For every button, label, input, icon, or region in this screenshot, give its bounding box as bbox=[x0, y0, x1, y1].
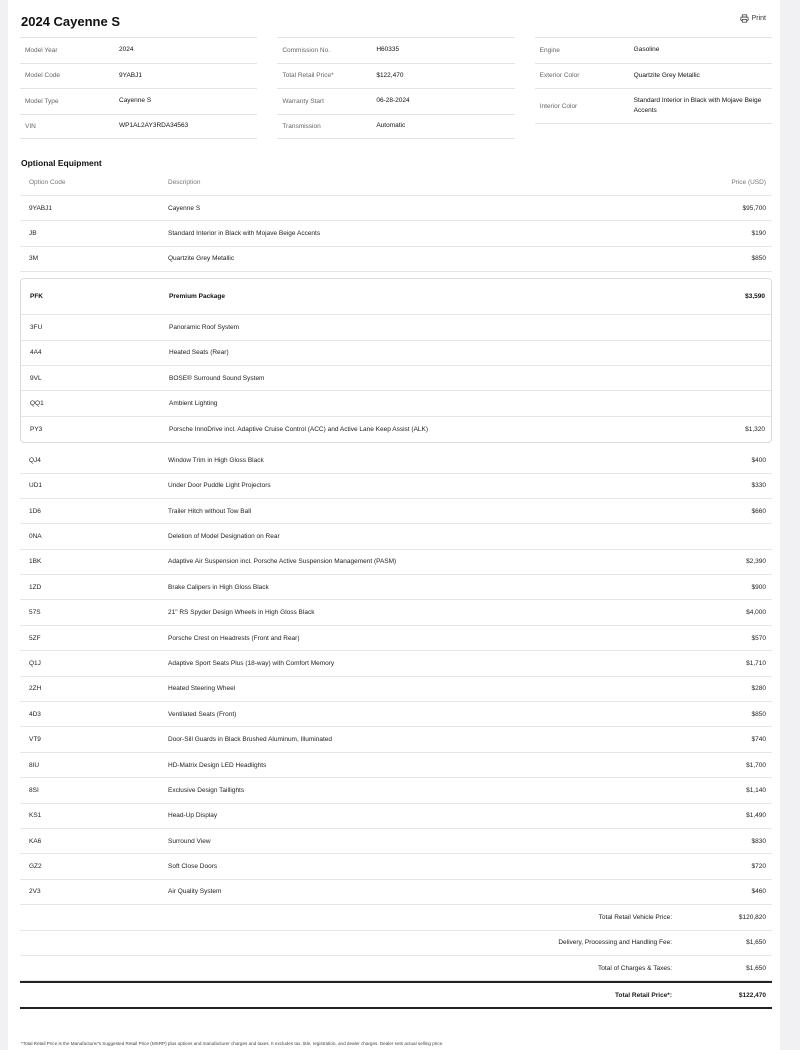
info-label: Interior Color bbox=[539, 102, 578, 110]
option-price: $1,320 bbox=[745, 425, 765, 433]
info-row bbox=[277, 63, 514, 89]
table-row bbox=[20, 196, 772, 221]
info-label: Model Type bbox=[25, 97, 59, 105]
grand-total-value: $122,470 bbox=[738, 991, 766, 999]
option-description: Surround View bbox=[168, 837, 211, 845]
info-column-3 bbox=[535, 37, 772, 139]
info-value: WP1AL2AY3RDA34563 bbox=[119, 122, 189, 130]
option-description: Exclusive Design Taillights bbox=[168, 786, 245, 794]
option-price: $400 bbox=[751, 456, 766, 464]
info-label: Warranty Start bbox=[282, 97, 324, 105]
option-price: $570 bbox=[751, 634, 766, 642]
option-price: $660 bbox=[751, 507, 766, 515]
option-code: PY3 bbox=[30, 425, 43, 433]
option-code: 57S bbox=[29, 609, 41, 617]
option-code: KS1 bbox=[29, 812, 42, 820]
option-code: 2ZH bbox=[29, 685, 42, 693]
option-description: Soft Close Doors bbox=[168, 863, 218, 871]
option-description: Trailer Hitch without Tow Ball bbox=[168, 507, 252, 515]
table-row bbox=[20, 550, 772, 575]
option-description: Deletion of Model Designation on Rear bbox=[168, 532, 280, 540]
info-value: 2024 bbox=[119, 46, 134, 54]
option-price: $1,700 bbox=[746, 761, 766, 769]
option-description: Porsche InnoDrive incl. Adaptive Cruise Control (ACC) and Active Lane Keep Assist (ALK) bbox=[169, 425, 429, 433]
table-row bbox=[20, 600, 772, 625]
total-label: Delivery, Processing and Handling Fee: bbox=[558, 939, 672, 947]
table-row bbox=[21, 391, 771, 416]
option-code: 8SI bbox=[29, 786, 39, 794]
option-price: $95,700 bbox=[742, 204, 766, 212]
option-description: 21" RS Spyder Design Wheels in High Gloss Black bbox=[168, 609, 315, 617]
option-price: $190 bbox=[751, 230, 766, 238]
option-code: 0NA bbox=[29, 532, 42, 540]
option-description: Heated Steering Wheel bbox=[168, 685, 236, 693]
option-price: $280 bbox=[751, 685, 766, 693]
info-value: H60335 bbox=[376, 46, 400, 54]
table-row bbox=[20, 575, 772, 600]
info-row bbox=[20, 63, 257, 89]
options-group-additional bbox=[20, 448, 772, 905]
option-code: KA6 bbox=[29, 837, 42, 845]
option-description: Ambient Lighting bbox=[169, 400, 218, 408]
info-value: Gasoline bbox=[633, 46, 660, 54]
option-price: $4,000 bbox=[746, 609, 766, 617]
option-price: $740 bbox=[751, 736, 766, 744]
info-label: Transmission bbox=[282, 122, 321, 130]
option-description: Adaptive Sport Seats Plus (18-way) with Comfort Memory bbox=[168, 659, 335, 667]
table-row bbox=[20, 727, 772, 752]
total-row bbox=[20, 956, 772, 981]
print-label: Print bbox=[751, 15, 766, 22]
info-row bbox=[277, 37, 514, 63]
option-description: Porsche Crest on Headrests (Front and Rear) bbox=[168, 634, 300, 642]
optional-equipment-title: Optional Equipment bbox=[21, 158, 102, 168]
option-code: 8IU bbox=[29, 761, 40, 769]
option-description: Brake Calipers in High Gloss Black bbox=[168, 583, 269, 591]
table-row bbox=[20, 880, 772, 905]
info-value: Quartzite Grey Metallic bbox=[633, 71, 700, 79]
option-code: 9VL bbox=[30, 374, 42, 382]
total-value: $120,820 bbox=[738, 913, 766, 921]
print-button[interactable] bbox=[740, 14, 766, 23]
option-price: $2,390 bbox=[746, 558, 766, 566]
option-price: $830 bbox=[751, 837, 766, 845]
option-code: PFK bbox=[30, 293, 43, 301]
table-row bbox=[20, 221, 772, 246]
option-code: Q1J bbox=[29, 659, 41, 667]
info-label: Exterior Color bbox=[539, 72, 580, 80]
info-row bbox=[277, 88, 514, 114]
option-description: HD-Matrix Design LED Headlights bbox=[168, 761, 267, 769]
option-description: Premium Package bbox=[169, 293, 226, 301]
total-row bbox=[20, 905, 772, 930]
table-row bbox=[20, 804, 772, 829]
info-value: 9YABJ1 bbox=[119, 71, 143, 79]
option-price: $3,590 bbox=[745, 293, 765, 301]
option-price: $850 bbox=[751, 255, 766, 263]
option-description: Heated Seats (Rear) bbox=[169, 349, 229, 357]
vehicle-info-grid bbox=[20, 37, 772, 139]
option-description: Air Quality System bbox=[168, 888, 222, 896]
table-row bbox=[20, 247, 772, 272]
options-group-base bbox=[20, 196, 772, 272]
option-code: 1ZD bbox=[29, 583, 42, 591]
options-table bbox=[20, 170, 772, 1009]
info-label: Model Code bbox=[25, 72, 61, 80]
total-value: $1,650 bbox=[746, 964, 766, 972]
option-description: BOSE® Surround Sound System bbox=[169, 374, 265, 382]
info-row bbox=[20, 88, 257, 114]
option-price: $1,710 bbox=[746, 659, 766, 667]
footnote: *Total Retail Price is the Manufacturer's Suggested Retail Price (MSRP) plus options and manufacturer charges and taxes. It excludes tax, title, registration, and dealer charges. Dealer sets actual selling price. bbox=[21, 1041, 444, 1046]
table-row bbox=[20, 702, 772, 727]
table-row bbox=[21, 417, 771, 442]
option-price: $1,490 bbox=[746, 812, 766, 820]
info-value: Cayenne S bbox=[119, 97, 152, 105]
header-option-code: Option Code bbox=[29, 179, 66, 186]
table-row bbox=[20, 753, 772, 778]
option-code: 3M bbox=[29, 255, 39, 263]
info-value: Standard Interior in Black with Mojave Beige Accents bbox=[633, 97, 762, 114]
option-code: 4A4 bbox=[30, 349, 42, 357]
totals-section bbox=[20, 905, 772, 981]
option-description: Adaptive Air Suspension incl. Porsche Active Suspension Management (PASM) bbox=[168, 558, 397, 566]
info-value: 06-28-2024 bbox=[376, 97, 410, 105]
table-row bbox=[21, 341, 771, 366]
option-code: VT9 bbox=[29, 736, 41, 744]
grand-total-label: Total Retail Price*: bbox=[615, 991, 672, 999]
info-row bbox=[535, 63, 772, 89]
option-code: JB bbox=[29, 230, 37, 238]
table-row bbox=[20, 778, 772, 803]
option-description: Head-Up Display bbox=[168, 812, 218, 820]
option-description: Panoramic Roof System bbox=[169, 323, 240, 331]
total-label: Total Retail Vehicle Price: bbox=[598, 913, 672, 921]
table-row bbox=[20, 626, 772, 651]
table-row bbox=[20, 448, 772, 473]
option-description: Door-Sill Guards in Black Brushed Aluminum, Illuminated bbox=[168, 736, 333, 744]
info-row bbox=[20, 114, 257, 140]
info-label: VIN bbox=[25, 122, 36, 130]
header-price: Price (USD) bbox=[731, 179, 766, 186]
info-label: Engine bbox=[539, 46, 560, 54]
table-row bbox=[20, 474, 772, 499]
table-row bbox=[20, 524, 772, 549]
info-label: Commission No. bbox=[282, 46, 331, 54]
info-column-2 bbox=[277, 37, 514, 139]
table-row bbox=[20, 854, 772, 879]
table-row bbox=[20, 829, 772, 854]
option-code: 5ZF bbox=[29, 634, 41, 642]
option-price: $720 bbox=[751, 863, 766, 871]
header-description: Description bbox=[168, 179, 201, 186]
info-value: Automatic bbox=[376, 122, 406, 130]
table-row bbox=[21, 279, 771, 315]
grand-total-row bbox=[20, 981, 772, 1009]
table-header bbox=[20, 170, 772, 196]
info-label: Total Retail Price* bbox=[282, 72, 334, 80]
option-description: Under Door Puddle Light Projectors bbox=[168, 482, 271, 490]
option-code: 3FU bbox=[30, 323, 43, 331]
option-code: QJ4 bbox=[29, 456, 41, 464]
option-code: 4D3 bbox=[29, 710, 41, 718]
option-price: $460 bbox=[751, 888, 766, 896]
info-label: Model Year bbox=[25, 46, 58, 54]
option-description: Standard Interior in Black with Mojave Beige Accents bbox=[168, 230, 321, 238]
option-code: GZ2 bbox=[29, 863, 42, 871]
option-description: Cayenne S bbox=[168, 204, 201, 212]
info-row bbox=[535, 88, 772, 124]
info-value: $122,470 bbox=[376, 71, 404, 79]
table-row bbox=[21, 366, 771, 391]
table-row bbox=[20, 499, 772, 524]
option-code: UD1 bbox=[29, 482, 43, 490]
page-title: 2024 Cayenne S bbox=[21, 14, 121, 29]
total-value: $1,650 bbox=[746, 939, 766, 947]
info-row bbox=[277, 114, 514, 140]
premium-package-group bbox=[20, 278, 772, 443]
option-price: $850 bbox=[751, 710, 766, 718]
option-code: QQ1 bbox=[30, 400, 44, 408]
option-description: Ventilated Seats (Front) bbox=[168, 710, 237, 718]
printer-icon bbox=[740, 14, 749, 23]
info-row bbox=[535, 37, 772, 63]
option-code: 9YABJ1 bbox=[29, 204, 53, 212]
option-code: 1D6 bbox=[29, 507, 41, 515]
option-description: Window Trim in High Gloss Black bbox=[168, 456, 264, 464]
option-price: $900 bbox=[751, 583, 766, 591]
info-row bbox=[20, 37, 257, 63]
total-row bbox=[20, 931, 772, 956]
table-row bbox=[21, 315, 771, 340]
table-row bbox=[20, 651, 772, 676]
option-code: 2V3 bbox=[29, 888, 41, 896]
option-price: $1,140 bbox=[746, 786, 766, 794]
total-label: Total of Charges & Taxes: bbox=[598, 964, 672, 972]
option-code: 1BK bbox=[29, 558, 42, 566]
option-price: $330 bbox=[751, 482, 766, 490]
option-description: Quartzite Grey Metallic bbox=[168, 255, 235, 263]
info-column-1 bbox=[20, 37, 257, 139]
vehicle-details-card bbox=[8, 0, 780, 1050]
table-row bbox=[20, 677, 772, 702]
